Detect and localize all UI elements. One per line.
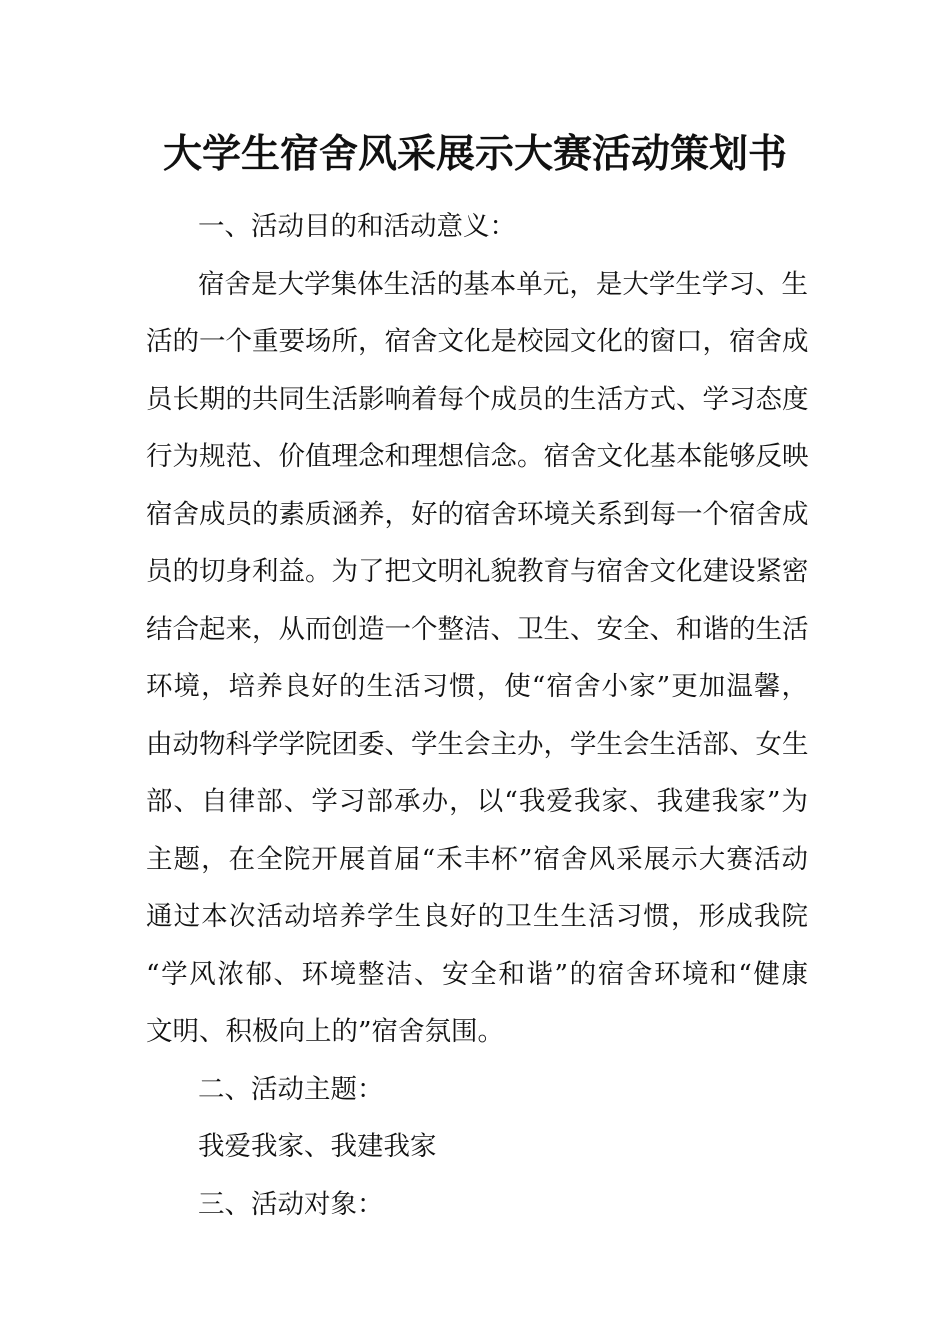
paragraph-line: 部、自律部、学习部承办，以“我爱我家、我建我家”为 (146, 786, 808, 817)
section-3-heading: 三、活动对象： (198, 1188, 384, 1220)
document-body (146, 198, 808, 1233)
paragraph-line: 活的一个重要场所，宿舍文化是校园文化的窗口，宿舍成 (146, 326, 809, 357)
paragraph-line: 文明、积极向上的”宿舍氛围。 (146, 1016, 505, 1047)
paragraph-line: 行为规范、价值理念和理想信念。宿舍文化基本能够反映 (146, 441, 809, 472)
paragraph-line: 主题，在全院开展首届“禾丰杯”宿舍风采展示大赛活动 (146, 843, 808, 875)
paragraph-line: 宿舍是大学集体生活的基本单元，是大学生学习、生 (198, 268, 808, 300)
paragraph-line: 环境，培养良好的生活习惯，使“宿舍小家”更加温馨， (146, 671, 808, 702)
paragraph-line: 宿舍成员的素质涵养，好的宿舍环境关系到每一个宿舍成 (146, 498, 809, 530)
section-2-text: 我爱我家、我建我家 (198, 1131, 437, 1162)
paragraph-line: 结合起来，从而创造一个整洁、卫生、安全、和谐的生活 (146, 613, 809, 645)
paragraph-line: 通过本次活动培养学生良好的卫生生活习惯，形成我院 (146, 901, 808, 932)
document-title: 大学生宿舍风采展示大赛活动策划书 (162, 131, 787, 177)
paragraph-1 (146, 256, 808, 1061)
paragraph-line: 员长期的共同生活影响着每个成员的生活方式、学习态度 (146, 383, 809, 415)
section-1-heading: 一、活动目的和活动意义： (198, 211, 516, 242)
paragraph-line: “学风浓郁、环境整洁、安全和谐”的宿舍环境和“健康 (146, 958, 808, 990)
paragraph-line: 员的切身利益。为了把文明礼貌教育与宿舍文化建设紧密 (146, 556, 809, 587)
section-2-heading: 二、活动主题： (198, 1073, 384, 1105)
paragraph-line: 由动物科学学院团委、学生会主办，学生会生活部、女生 (146, 728, 809, 760)
